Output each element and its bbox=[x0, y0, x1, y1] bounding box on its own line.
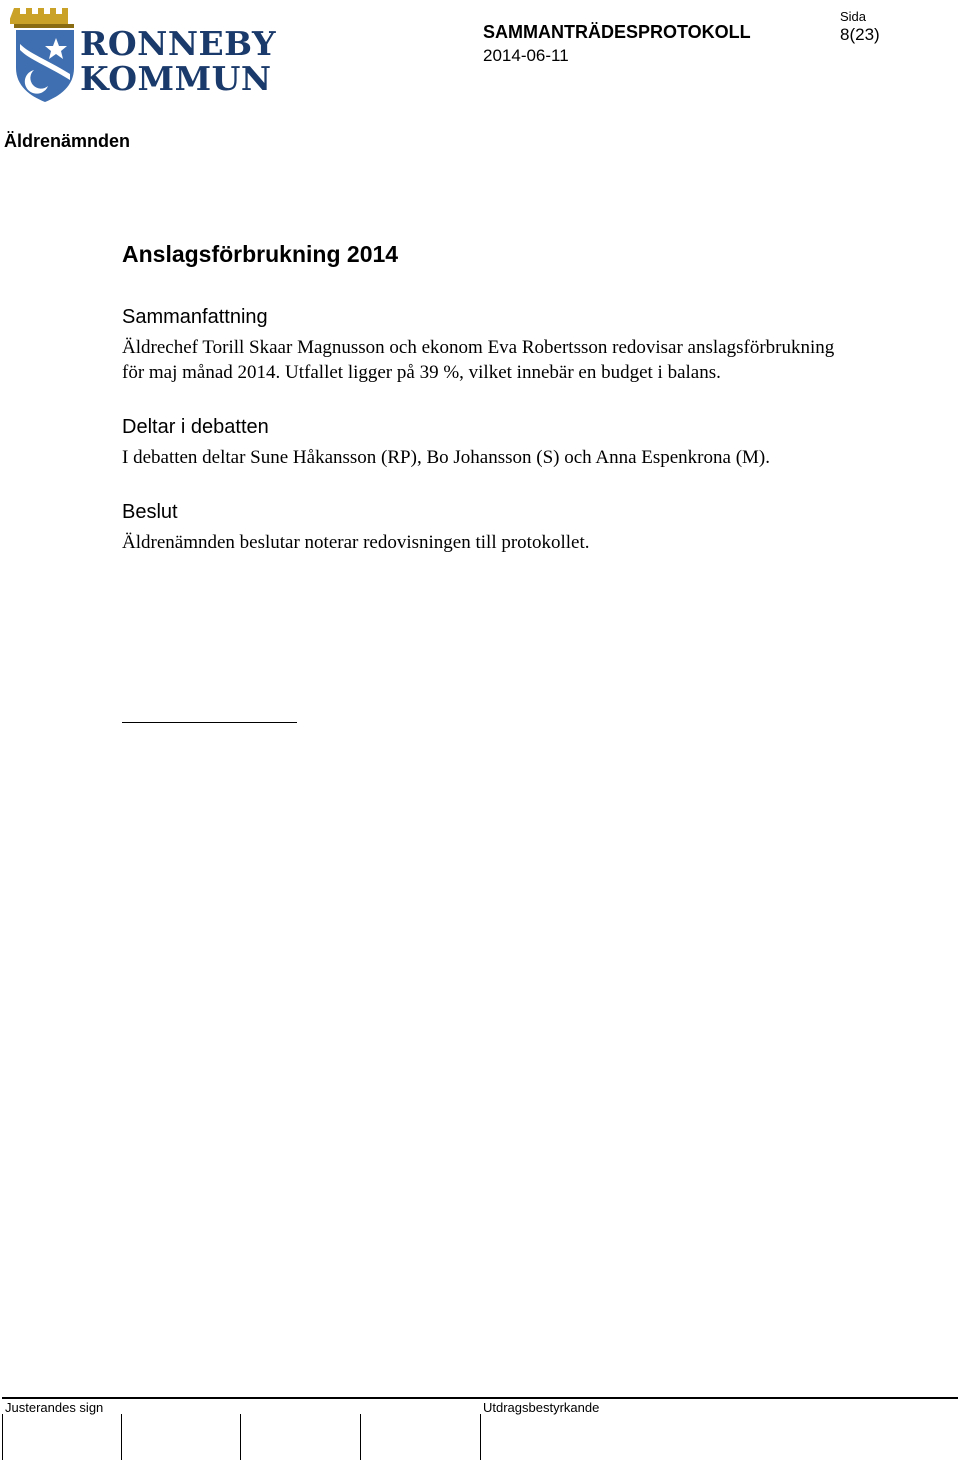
logo-wordmark bbox=[80, 26, 276, 96]
page-title: Anslagsförbrukning 2014 bbox=[122, 241, 399, 267]
section-end-rule bbox=[122, 722, 297, 723]
certification-label: Utdragsbestyrkande bbox=[483, 1400, 600, 1415]
section-heading-decision: Beslut bbox=[122, 501, 178, 523]
sign-box-divider bbox=[360, 1414, 361, 1460]
ronneby-logo bbox=[10, 4, 277, 104]
sign-box-divider bbox=[2, 1414, 3, 1460]
document-type: SAMMANTRÄDESPROTOKOLL bbox=[483, 22, 751, 42]
logo-line-2: KOMMUN bbox=[80, 59, 272, 98]
page-number: 8(23) bbox=[840, 25, 880, 44]
section-heading-debate: Deltar i debatten bbox=[122, 416, 269, 438]
sign-box-divider bbox=[240, 1414, 241, 1460]
section-heading-summary: Sammanfattning bbox=[122, 306, 268, 328]
section-text-debate: I debatten deltar Sune Håkansson (RP), Bo Johansson (S) och Anna Espenkrona (M). bbox=[122, 447, 770, 468]
sign-box-divider bbox=[480, 1414, 481, 1460]
main-content bbox=[122, 240, 842, 555]
board-name: Äldrenämnden bbox=[4, 131, 131, 151]
section-text-decision: Äldrenämnden beslutar noterar redovisningen till protokollet. bbox=[122, 532, 590, 553]
footer-rule bbox=[2, 1397, 958, 1399]
page-label: Sida bbox=[840, 9, 867, 24]
logo-line-1: RONNEBY bbox=[80, 24, 277, 63]
sign-box-divider bbox=[121, 1414, 122, 1460]
section-text-summary: Äldrechef Torill Skaar Magnusson och ekonom Eva Robertsson redovisar anslagsförbrukning för maj månad 2014. Utfallet ligger på 39 %, vilket innebär en budget i balans. bbox=[122, 337, 835, 383]
signature-label: Justerandes sign bbox=[5, 1400, 104, 1415]
coat-of-arms-icon bbox=[10, 4, 80, 104]
meeting-date: 2014-06-11 bbox=[483, 46, 569, 65]
